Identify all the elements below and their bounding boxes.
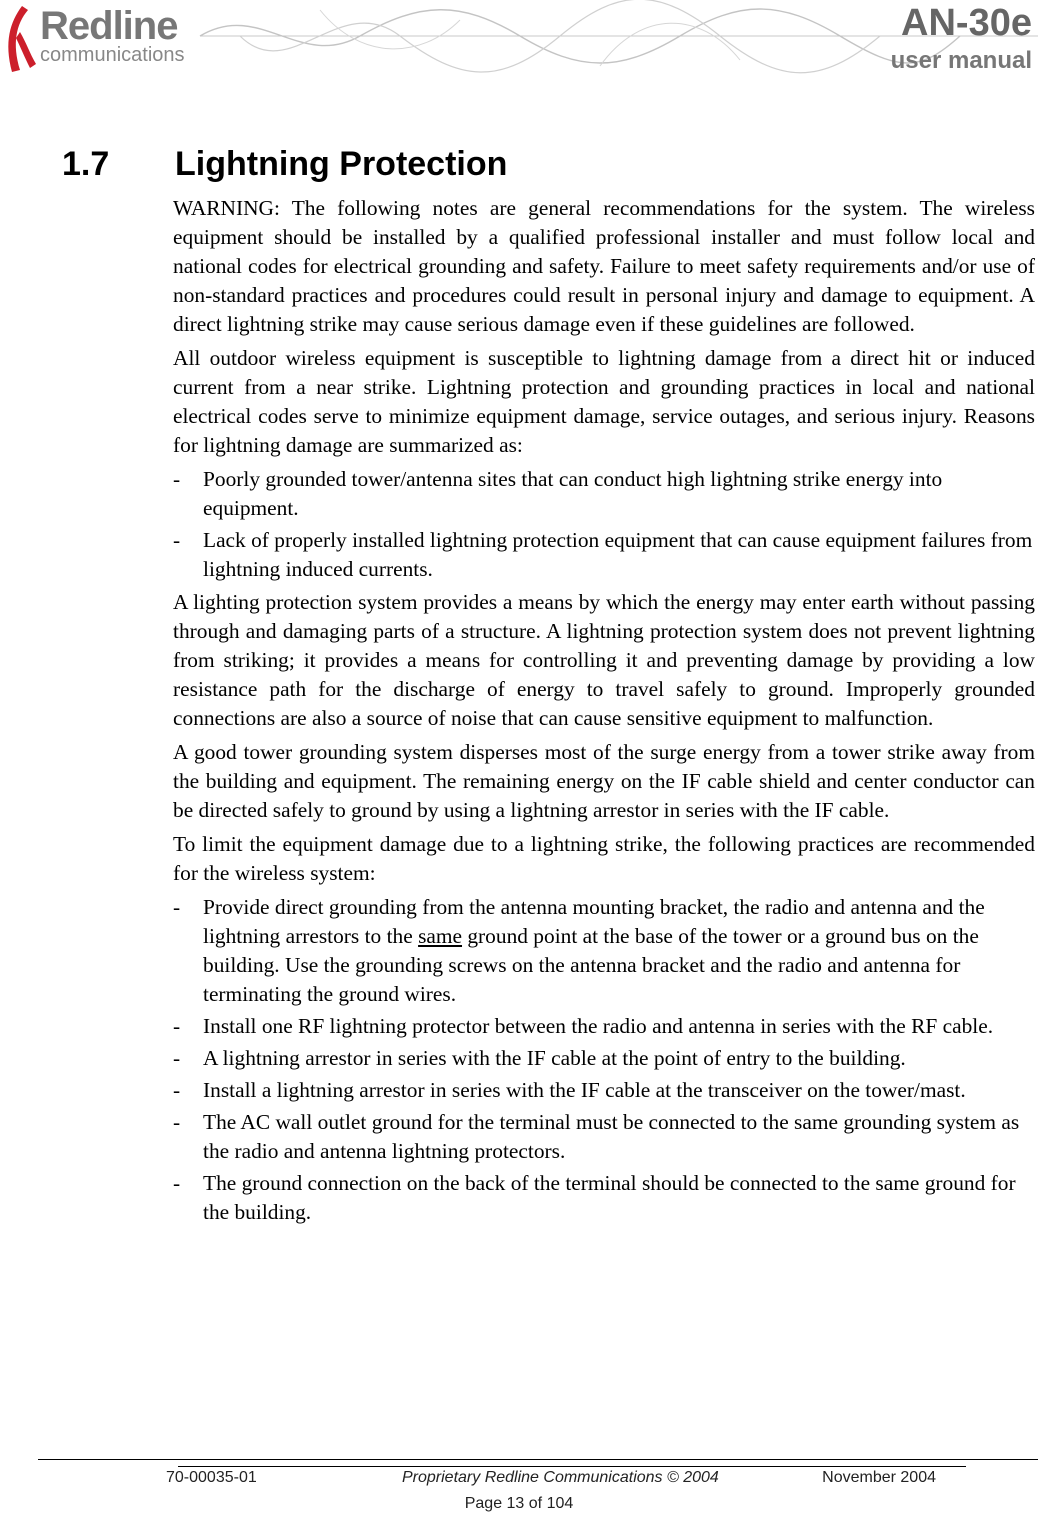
list-dash: - (173, 1014, 181, 1038)
list-dash: - (173, 1171, 181, 1195)
footer-date: November 2004 (822, 1469, 936, 1486)
list-dash: - (173, 467, 181, 491)
list-dash: - (173, 895, 181, 919)
paragraph-tower-grounding: A good tower grounding system disperses most of the surge energy from a tower strike away from the building and equipment. The remaining energy on the IF cable shield and center conductor can be directed safely to ground by using a lightning arrestor in series with the IF cable. (173, 740, 1035, 822)
page-number: Page 13 of 104 (464, 1495, 574, 1512)
logo-subtitle: communications (40, 44, 185, 66)
product-subtitle: user manual (890, 47, 1032, 74)
recommended-practices-list (173, 893, 1035, 1227)
paragraph-recommendations: To limit the equipment damage due to a lightning strike, the following practices are recommended for the wireless system: (173, 832, 1035, 885)
warning-paragraph: WARNING: The following notes are general recommendations for the system. The wireless equipment should be installed by a qualified professional installer and must follow local and national codes for electrical grounding and safety. Failure to meet safety requirements and/or use of non-standard practices and procedures could result in personal injury and damage to equipment. A direct lightning strike may cause serious damage even if these guidelines are followed. (173, 196, 1035, 336)
list-item: - Lack of properly installed lightning protection equipment that can cause equipment failures from lightning induced currents. (173, 528, 1033, 581)
underlined-word: same (418, 924, 463, 948)
footer-doc-number: 70-00035-01 (166, 1469, 257, 1486)
logo-wordmark: Redline (40, 4, 178, 48)
list-dash: - (173, 1078, 181, 1102)
list-item: - The AC wall outlet ground for the terminal must be connected to the same grounding system as the radio and antenna lightning protectors. (173, 1110, 1020, 1163)
paragraph-susceptibility: All outdoor wireless equipment is susceptible to lightning damage from a direct hit or induced current from a near strike. Lightning protection and grounding practices in local and national electrical codes serve to minimize equipment damage, service outages, and serious injury. Reasons for lightning damage are summarized as: (173, 346, 1035, 457)
list-item: - Install a lightning arrestor in series with the IF cable at the transceiver on the tower/mast. (173, 1076, 1035, 1105)
footer-divider (38, 1459, 1038, 1460)
footer-proprietary: Proprietary Redline Communications © 2004 (402, 1469, 719, 1486)
footer-divider-inner (178, 1466, 966, 1467)
document-body (173, 194, 1035, 1231)
list-dash: - (173, 1046, 181, 1070)
list-dash: - (173, 1110, 181, 1134)
paragraph-protection-system: A lighting protection system provides a means by which the energy may enter earth without passing through and damaging parts of a structure. A lightning protection system does not prevent lightning from striking; it provides a means for controlling it and preventing damage by providing a low resistance path for the discharge of energy to travel safely to ground. Improperly grounded connections are also a source of noise that can cause sensitive equipment to malfunction. (173, 590, 1035, 730)
product-title: AN-30e (901, 2, 1032, 44)
list-item: - Provide direct grounding from the antenna mounting bracket, the radio and antenna and the lightning arrestors to the same ground point at the base of the tower or a ground bus on the building. Use the grounding screws on the antenna bracket and the radio and antenna for terminating the ground wires. (173, 895, 985, 1006)
list-item: - The ground connection on the back of the terminal should be connected to the same ground for the building. (173, 1171, 1016, 1224)
redline-logo-icon (0, 2, 40, 76)
damage-reasons-list (173, 465, 1035, 584)
section-heading (62, 142, 507, 186)
list-item: - Install one RF lightning protector between the radio and antenna in series with the RF cable. (173, 1012, 1035, 1041)
page-header (0, 0, 1038, 90)
list-item: - A lightning arrestor in series with the IF cable at the point of entry to the building. (173, 1044, 1035, 1073)
list-item: - Poorly grounded tower/antenna sites that can conduct high lightning strike energy into equipment. (173, 467, 943, 520)
section-number: 1.7 (62, 145, 110, 183)
section-title: Lightning Protection (175, 145, 508, 183)
list-dash: - (173, 528, 181, 552)
